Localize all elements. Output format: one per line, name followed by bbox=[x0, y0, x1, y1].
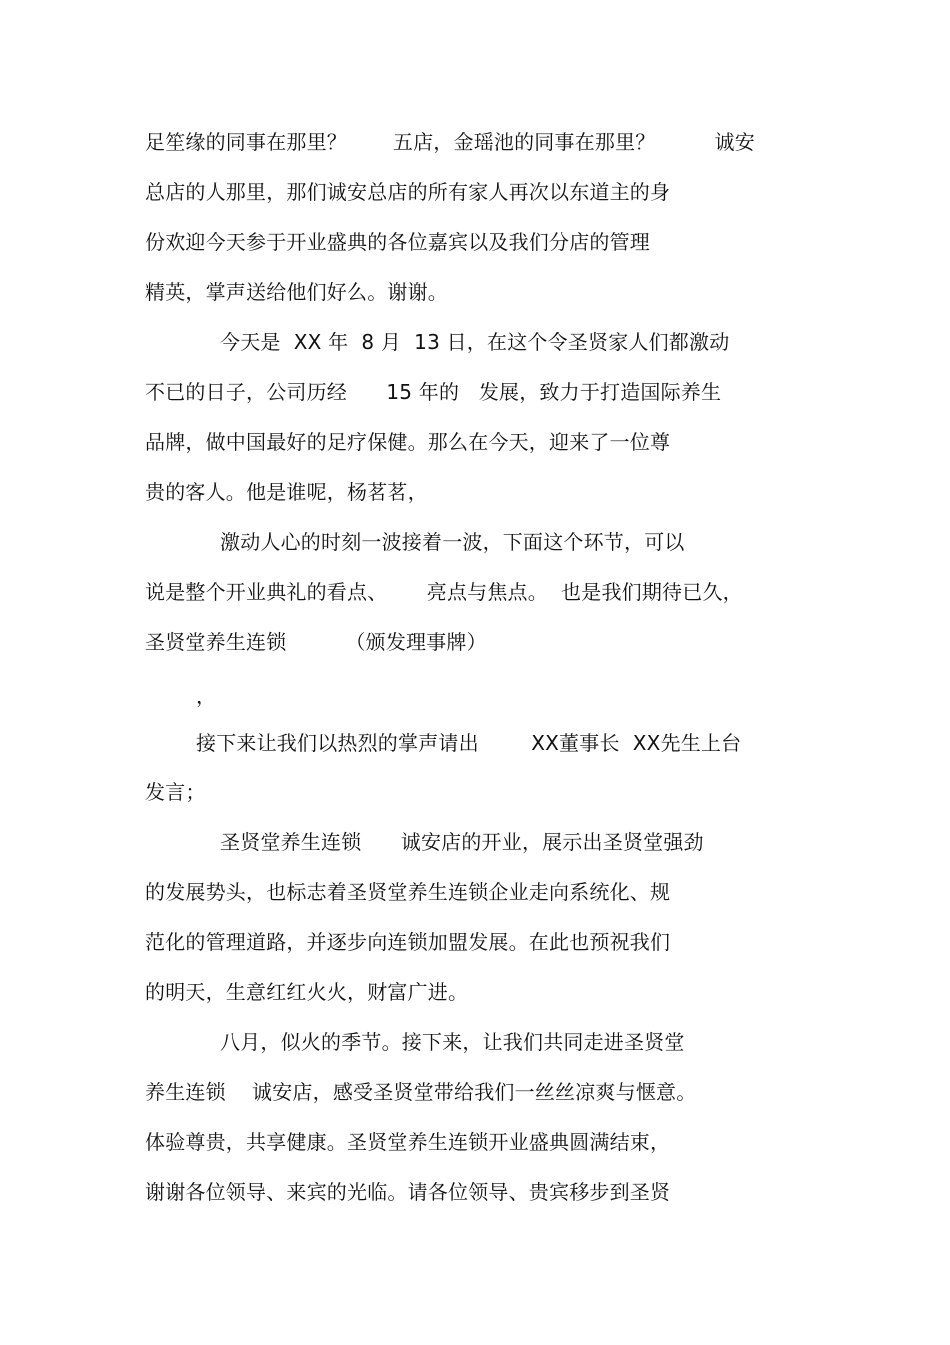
text-line: 今天是 XX 年 8 月 13 日，在这个令圣贤家人们都激动 bbox=[220, 330, 730, 354]
text-line: 发言； bbox=[145, 780, 206, 804]
text-line: 说是整个开业典礼的看点、 亮点与焦点。 也是我们期待已久， bbox=[145, 580, 743, 604]
text-line: 贵的客人。他是谁呢，杨茗茗， bbox=[145, 480, 428, 504]
text-line: 份欢迎今天参于开业盛典的各位嘉宾以及我们分店的管理 bbox=[145, 230, 650, 254]
text-line: 总店的人那里，那们诚安总店的所有家人再次以东道主的身 bbox=[145, 180, 671, 204]
text-line: 精英，掌声送给他们好么。谢谢。 bbox=[145, 280, 448, 304]
text-line: 养生连锁 诚安店，感受圣贤堂带给我们一丝丝凉爽与惬意。 bbox=[145, 1080, 697, 1104]
text-line: 范化的管理道路，并逐步向连锁加盟发展。在此也预祝我们 bbox=[145, 930, 671, 954]
text-line: 体验尊贵，共享健康。圣贤堂养生连锁开业盛典圆满结束， bbox=[145, 1130, 671, 1154]
text-line: 谢谢各位领导、来宾的光临。请各位领导、贵宾移步到圣贤 bbox=[145, 1180, 671, 1204]
text-line: 八月，似火的季节。接下来，让我们共同走进圣贤堂 bbox=[220, 1030, 685, 1054]
text-line: 圣贤堂养生连锁 （颁发理事牌） bbox=[145, 630, 487, 654]
text-line: ， bbox=[196, 684, 217, 708]
text-line: 圣贤堂养生连锁 诚安店的开业，展示出圣贤堂强劲 bbox=[220, 830, 704, 854]
text-line: 激动人心的时刻一波接着一波，下面这个环节，可以 bbox=[220, 530, 685, 554]
text-line: 品牌，做中国最好的足疗保健。那么在今天，迎来了一位尊 bbox=[145, 430, 671, 454]
text-line: 不已的日子，公司历经 15 年的 发展，致力于打造国际养生 bbox=[145, 380, 722, 404]
text-line: 足笙缘的同事在那里？ 五店，金瑶池的同事在那里？ 诚安 bbox=[145, 130, 755, 154]
text-line: 接下来让我们以热烈的掌声请出 XX董事长 XX先生上台 bbox=[196, 731, 742, 755]
text-line: 的明天，生意红红火火，财富广进。 bbox=[145, 980, 469, 1004]
text-line: 的发展势头，也标志着圣贤堂养生连锁企业走向系统化、规 bbox=[145, 880, 671, 904]
